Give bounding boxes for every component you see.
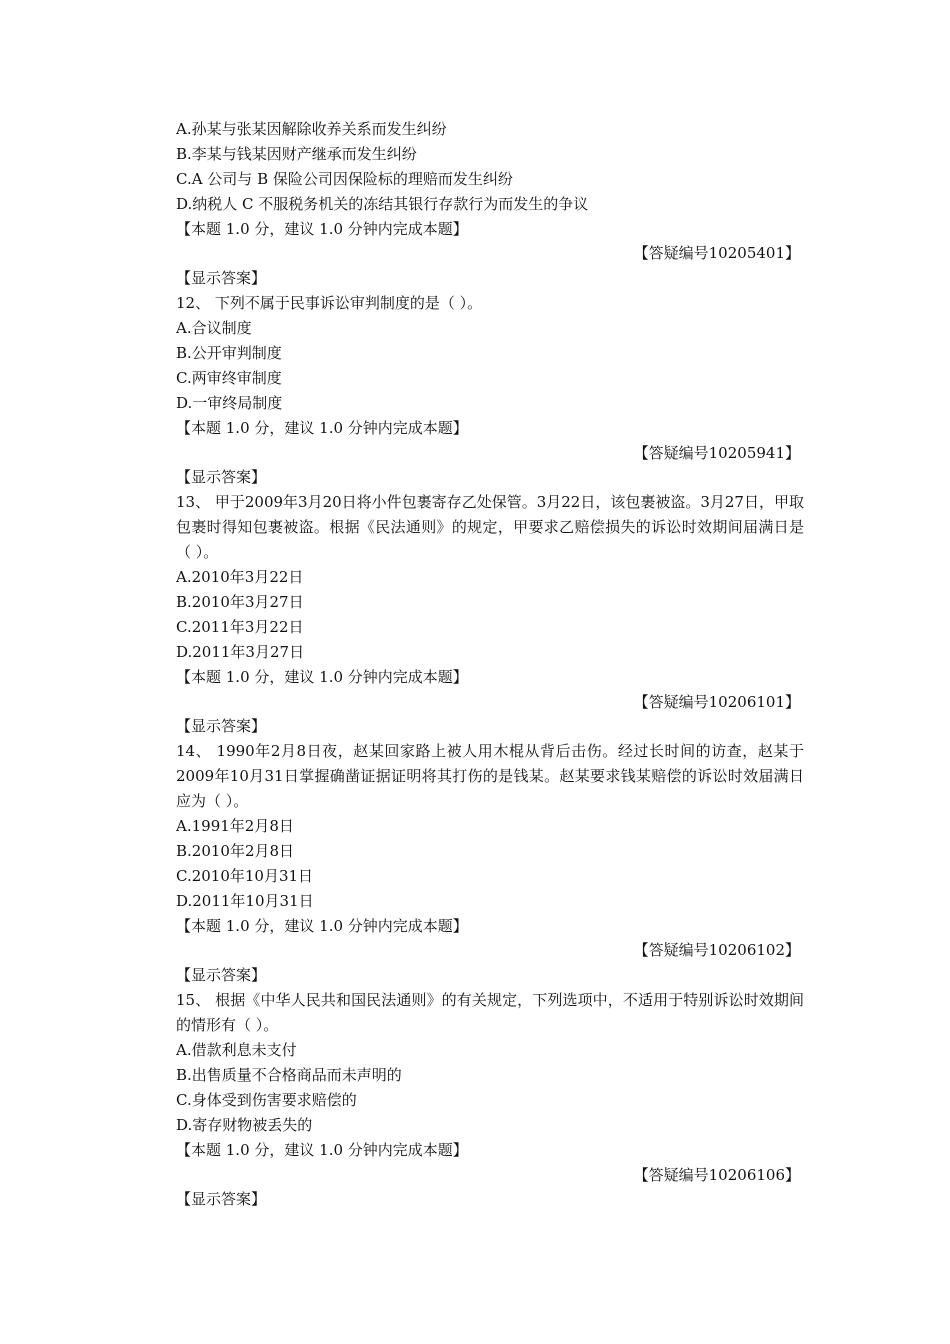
question-meta: 【本题 1.0 分，建议 1.0 分钟内完成本题】	[176, 667, 468, 686]
show-answer-link[interactable]: 【显示答案】	[176, 269, 267, 288]
question-stem: 12、 下列不属于民事诉讼审判制度的是（ ）。	[176, 294, 483, 313]
question-13	[176, 490, 804, 739]
question-meta: 【本题 1.0 分，建议 1.0 分钟内完成本题】	[176, 1140, 468, 1159]
option-a: A.借款利息未支付	[176, 1041, 297, 1060]
qa-id: 【答疑编号10206102】	[633, 941, 800, 960]
show-answer-link[interactable]: 【显示答案】	[176, 966, 267, 985]
qa-id: 【答疑编号10205941】	[633, 443, 800, 462]
option-b: B.2010年2月8日	[176, 841, 295, 860]
question-15	[176, 988, 804, 1212]
option-a: A.合议制度	[176, 319, 252, 338]
option-a: A.孙某与张某因解除收养关系而发生纠纷	[176, 120, 447, 138]
question-14	[176, 739, 804, 988]
question-stem: 13、 甲于2009年3月20日将小件包裹寄存乙处保管。3月22日，该包裹被盗。3月27日，甲取包裹时得知包裹被盗。根据《民法通则》的规定，甲要求乙赔偿损失的诉讼时效期间届满日是（ ）。	[176, 493, 804, 562]
show-answer-link[interactable]: 【显示答案】	[176, 468, 267, 487]
option-b: B.出售质量不合格商品而未声明的	[176, 1065, 402, 1084]
document-page	[176, 117, 804, 1212]
question-meta: 【本题 1.0 分，建议 1.0 分钟内完成本题】	[176, 219, 468, 238]
option-c: C.2010年10月31日	[176, 866, 314, 885]
qa-id: 【答疑编号10205401】	[633, 244, 800, 263]
question-meta: 【本题 1.0 分，建议 1.0 分钟内完成本题】	[176, 418, 468, 437]
option-d: D.2011年3月27日	[176, 642, 305, 661]
show-answer-link[interactable]: 【显示答案】	[176, 1190, 267, 1209]
option-c: C.身体受到伤害要求赔偿的	[176, 1090, 357, 1109]
qa-id: 【答疑编号10206101】	[633, 692, 800, 711]
option-d: D.一审终局制度	[176, 393, 283, 412]
option-c: C.2011年3月22日	[176, 617, 304, 636]
option-b: B.李某与钱某因财产继承而发生纠纷	[176, 144, 417, 163]
option-a: A.2010年3月22日	[176, 568, 304, 587]
option-d: D.纳税人 C 不服税务机关的冻结其银行存款行为而发生的争议	[176, 194, 589, 213]
show-answer-link[interactable]: 【显示答案】	[176, 717, 267, 736]
question-stem: 15、 根据《中华人民共和国民法通则》的有关规定，下列选项中，不适用于特别诉讼时效期间的情形有（ ）。	[176, 991, 804, 1035]
option-c: C.A 公司与 B 保险公司因保险标的理赔而发生纠纷	[176, 169, 513, 188]
option-b: B.公开审判制度	[176, 344, 282, 363]
question-12	[176, 291, 804, 490]
question-11-tail	[176, 117, 804, 291]
option-b: B.2010年3月27日	[176, 592, 304, 611]
option-a: A.1991年2月8日	[176, 817, 294, 836]
option-c: C.两审终审制度	[176, 368, 282, 387]
qa-id: 【答疑编号10206106】	[633, 1165, 800, 1184]
question-meta: 【本题 1.0 分，建议 1.0 分钟内完成本题】	[176, 916, 468, 935]
option-d: D.2011年10月31日	[176, 891, 314, 910]
option-d: D.寄存财物被丢失的	[176, 1115, 313, 1134]
question-stem: 14、 1990年2月8日夜，赵某回家路上被人用木棍从背后击伤。经过长时间的访查，赵某于2009年10月31日掌握确凿证据证明将其打伤的是钱某。赵某要求钱某赔偿的诉讼时效届满日应为（ ）。	[176, 742, 804, 811]
